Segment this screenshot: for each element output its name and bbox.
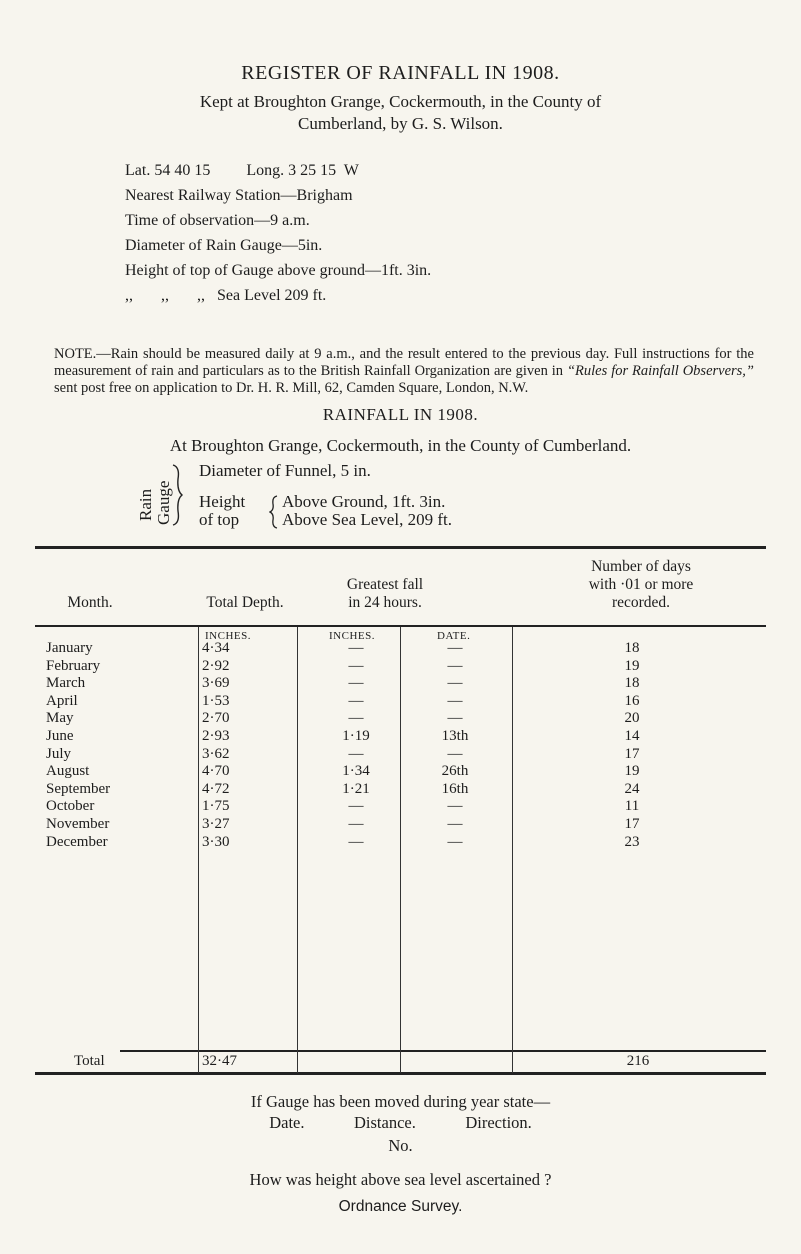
row-greatest-fall: 1·19 bbox=[342, 728, 370, 744]
height-brace bbox=[269, 494, 279, 530]
row-greatest-fall: — bbox=[348, 745, 364, 762]
row-depth: 2·70 bbox=[202, 710, 230, 727]
rules-title: “Rules for Rainfall Observers,” bbox=[566, 363, 754, 379]
subheader-date: DATE. bbox=[437, 630, 471, 642]
row-depth: 4·70 bbox=[202, 763, 230, 780]
row-greatest-fall: 1·21 bbox=[342, 780, 370, 797]
row-month: March bbox=[46, 675, 86, 692]
instructions-note bbox=[54, 346, 754, 397]
row-date: — bbox=[447, 657, 463, 674]
row-date: — bbox=[447, 745, 463, 762]
table-top-rule bbox=[35, 546, 766, 549]
row-days: 17 bbox=[624, 745, 640, 762]
row-days: 14 bbox=[624, 728, 640, 744]
row-date: — bbox=[447, 833, 463, 850]
row-greatest-fall: — bbox=[348, 833, 364, 850]
above-sea: Above Sea Level, 209 ft. bbox=[282, 510, 452, 529]
row-month: May bbox=[46, 710, 74, 727]
row-depth: 3·30 bbox=[202, 833, 230, 850]
height-of-top-label-2: of top bbox=[199, 510, 240, 529]
kept-by-line: Cumberland, by G. S. Wilson. bbox=[298, 114, 503, 133]
row-month: November bbox=[46, 816, 110, 832]
total-rule bbox=[120, 1050, 766, 1052]
row-greatest-fall: 1·34 bbox=[342, 763, 370, 780]
row-greatest-fall: — bbox=[348, 798, 364, 815]
row-depth: 2·92 bbox=[202, 657, 230, 674]
row-month: July bbox=[46, 745, 72, 762]
height-answer: Ordnance Survey. bbox=[338, 1198, 463, 1215]
row-greatest-fall: — bbox=[348, 816, 364, 832]
row-month: October bbox=[46, 798, 95, 815]
total-depth: 32·47 bbox=[202, 1053, 237, 1069]
row-days: 16 bbox=[624, 692, 640, 709]
note-text: NOTE.—Rain should be measured daily at 9 a.m., and the result entered to the previous day. Full instructions for the measurement of rain and particulars as to the British Rainfall Organization are given in bbox=[54, 346, 754, 379]
row-month: April bbox=[46, 692, 78, 709]
col-header-days-2: with ·01 or more bbox=[588, 576, 694, 593]
rain-label: Rain bbox=[136, 488, 155, 521]
row-date: — bbox=[447, 816, 463, 832]
gauge-diameter: Diameter of Rain Gauge—5in. bbox=[125, 237, 323, 254]
row-days: 11 bbox=[624, 798, 640, 815]
height-of-top-label-1: Height bbox=[199, 492, 246, 511]
lat-long: Lat. 54 40 15 Long. 3 25 15 W bbox=[125, 162, 359, 179]
rainfall-heading: RAINFALL IN 1908. bbox=[322, 405, 479, 424]
page-title: REGISTER OF RAINFALL IN 1908. bbox=[241, 62, 560, 84]
row-date: — bbox=[447, 640, 463, 656]
row-month: December bbox=[46, 833, 108, 850]
subheader-fall: INCHES. bbox=[329, 630, 375, 642]
note-text-end: sent post free on application to Dr. H. R. Mill, 62, Camden Square, London, N.W. bbox=[54, 380, 529, 396]
row-depth: 4·72 bbox=[202, 780, 230, 797]
total-days: 216 bbox=[626, 1053, 650, 1069]
row-days: 24 bbox=[624, 780, 640, 797]
row-date: 13th bbox=[441, 728, 469, 744]
row-greatest-fall: — bbox=[348, 675, 364, 692]
row-date: 26th bbox=[441, 763, 469, 780]
subheader-depth: INCHES. bbox=[205, 630, 251, 642]
row-depth: 3·69 bbox=[202, 675, 230, 692]
col-header-fall-2: in 24 hours. bbox=[348, 594, 422, 611]
row-depth: 3·27 bbox=[202, 816, 230, 832]
col-header-fall-1: Greatest fall bbox=[346, 576, 424, 593]
row-depth: 1·53 bbox=[202, 692, 230, 709]
gauge-brace bbox=[171, 463, 183, 527]
row-month: January bbox=[46, 640, 93, 656]
row-depth: 1·75 bbox=[202, 798, 230, 815]
row-month: September bbox=[46, 780, 111, 797]
rainfall-location: At Broughton Grange, Cockermouth, in the County of Cumberland. bbox=[169, 436, 632, 455]
height-question: How was height above sea level ascertained ? bbox=[249, 1170, 552, 1189]
moved-columns: Date. Distance. Direction. bbox=[269, 1113, 532, 1132]
row-greatest-fall: — bbox=[348, 640, 364, 656]
row-date: — bbox=[447, 798, 463, 815]
row-days: 19 bbox=[624, 657, 640, 674]
moved-question: If Gauge has been moved during year state— bbox=[250, 1092, 551, 1111]
row-month: August bbox=[46, 763, 90, 780]
row-greatest-fall: — bbox=[348, 710, 364, 727]
row-date: — bbox=[447, 710, 463, 727]
gauge-height-sea: ,, ,, ,, Sea Level 209 ft. bbox=[125, 287, 327, 304]
row-greatest-fall: — bbox=[348, 657, 364, 674]
row-days: 18 bbox=[624, 640, 640, 656]
row-depth: 4·34 bbox=[202, 640, 230, 656]
row-days: 18 bbox=[624, 675, 640, 692]
moved-answer: No. bbox=[388, 1136, 413, 1155]
row-days: 19 bbox=[624, 763, 640, 780]
gauge-label: Gauge bbox=[154, 480, 173, 525]
col-header-month: Month. bbox=[67, 594, 113, 611]
above-ground: Above Ground, 1ft. 3in. bbox=[282, 492, 446, 511]
row-date: — bbox=[447, 675, 463, 692]
row-month: February bbox=[46, 657, 101, 674]
row-greatest-fall: — bbox=[348, 692, 364, 709]
row-depth: 3·62 bbox=[202, 745, 230, 762]
nearest-railway: Nearest Railway Station—Brigham bbox=[125, 187, 353, 204]
kept-at-line: Kept at Broughton Grange, Cockermouth, in the County of bbox=[199, 92, 602, 111]
row-days: 20 bbox=[624, 710, 640, 727]
col-header-days-3: recorded. bbox=[611, 594, 671, 611]
observation-time: Time of observation—9 a.m. bbox=[125, 212, 310, 229]
row-depth: 2·93 bbox=[202, 728, 230, 744]
row-days: 23 bbox=[624, 833, 640, 850]
gauge-height-ground: Height of top of Gauge above ground—1ft. 3in. bbox=[125, 262, 432, 279]
row-month: June bbox=[46, 728, 74, 744]
col-header-depth: Total Depth. bbox=[206, 594, 284, 611]
col-header-days-1: Number of days bbox=[591, 558, 691, 575]
total-label: Total bbox=[74, 1053, 105, 1069]
row-date: — bbox=[447, 692, 463, 709]
table-row bbox=[0, 834, 801, 854]
funnel-diameter: Diameter of Funnel, 5 in. bbox=[199, 461, 371, 480]
row-date: 16th bbox=[441, 780, 469, 797]
total-row bbox=[0, 1053, 801, 1073]
row-days: 17 bbox=[624, 816, 640, 832]
